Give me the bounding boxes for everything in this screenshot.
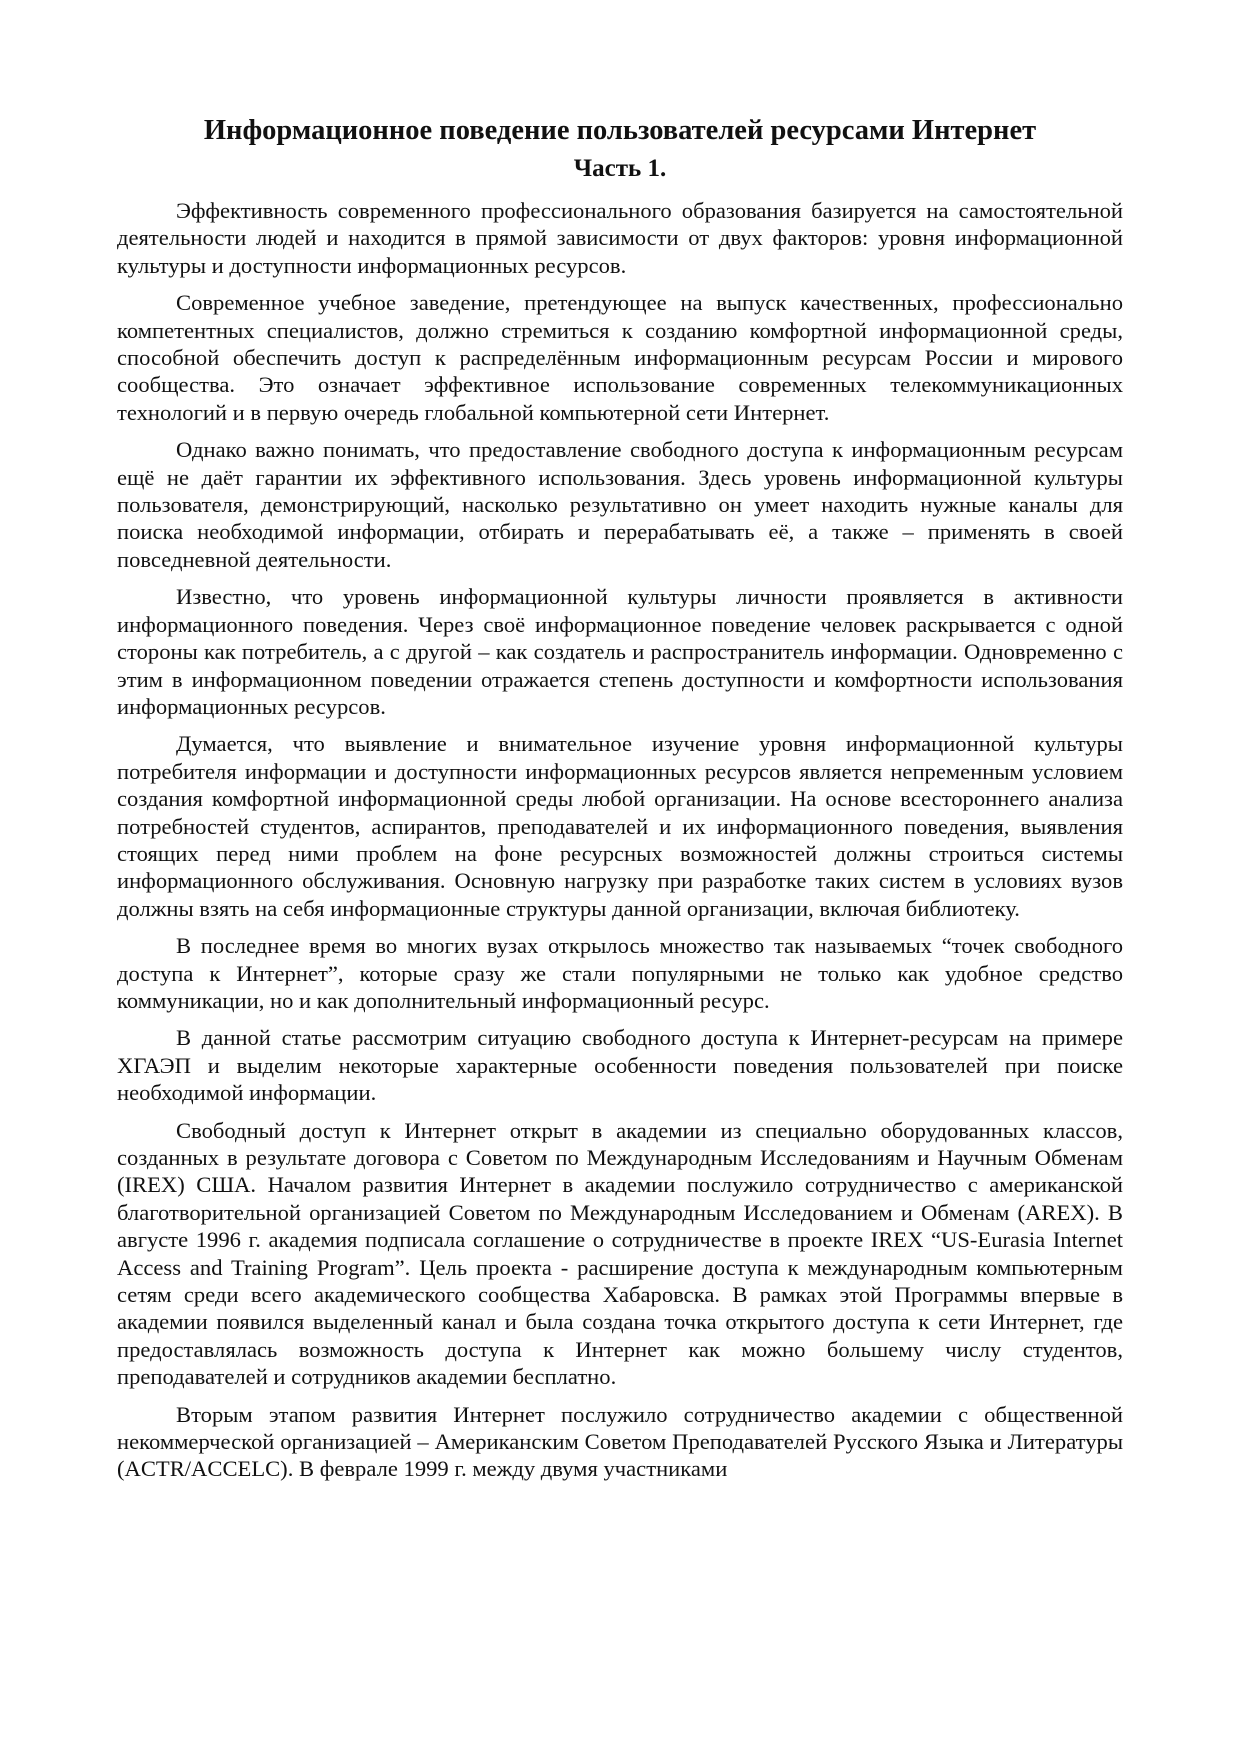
- paragraph: Современное учебное заведение, претендующее на выпуск качественных, профессионально компетентных специалистов, должно стремиться к созданию комфортной информационной среды, способной обеспечить доступ к распределённым информационным ресурсам России и мирового сообщества. Это означает эффективное использование современных телекоммуникационных технологий и в первую очередь глобальной компьютерной сети Интернет.: [117, 290, 1123, 425]
- paragraph: В данной статье рассмотрим ситуацию свободного доступа к Интернет-ресурсам на примере ХГАЭП и выделим некоторые характерные особенности поведения пользователей при поиске необходимой информации.: [117, 1025, 1123, 1106]
- paragraph: Однако важно понимать, что предоставление свободного доступа к информационным ресурсам ещё не даёт гарантии их эффективного использования. Здесь уровень информационной культуры пользователя, демонстрирующий, насколько результативно он умеет находить нужные каналы для поиска необходимой информации, отбирать и перерабатывать её, а также – применять в своей повседневной деятельности.: [117, 437, 1123, 572]
- paragraph: Вторым этапом развития Интернет послужило сотрудничество академии с общественной некоммерческой организацией – Американским Советом Преподавателей Русского Языка и Литературы (ACTR/ACCELC). В феврале 1999 г. между двумя участниками: [117, 1401, 1123, 1482]
- document-title: Информационное поведение пользователей ресурсами Интернет: [203, 115, 1037, 146]
- document-body: [117, 197, 1123, 1483]
- paragraph: Свободный доступ к Интернет открыт в академии из специально оборудованных классов, созданных в результате договора с Советом по Международным Исследованиям и Научным Обменам (IREX) США. Началом развития Интернет в академии послужило сотрудничество с американской благотворительной организацией Советом по Международным Исследованием и Обменам (AREX). В августе 1996 г. академия подписала соглашение о сотрудничестве в проекте IREX “US-Eurasia Internet Access and Training Program”. Цель проекта - расширение доступа к международным компьютерным сетям среди всего академического сообщества Хабаровска. В рамках этой Программы впервые в академии появился выделенный канал и была создана точка открытого доступа к сети Интернет, где предоставлялась возможность доступа к Интернет как можно большему числу студентов, преподавателей и сотрудников академии бесплатно.: [117, 1117, 1123, 1390]
- paragraph: Думается, что выявление и внимательное изучение уровня информационной культуры потребителя информации и доступности информационных ресурсов является непременным условием создания комфортной информационной среды любой организации. На основе всестороннего анализа потребностей студентов, аспирантов, преподавателей и их информационного поведения, выявления стоящих перед ними проблем на фоне ресурсных возможностей должны строиться системы информационного обслуживания. Основную нагрузку при разработке таких систем в условиях вузов должны взять на себя информационные структуры данной организации, включая библиотеку.: [117, 731, 1123, 921]
- document-subtitle: Часть 1.: [573, 155, 667, 182]
- paragraph: Известно, что уровень информационной культуры личности проявляется в активности информационного поведения. Через своё информационное поведение человек раскрывается с одной стороны как потребитель, а с другой – как создатель и распространитель информации. Одновременно с этим в информационном поведении отражается степень доступности и комфортности использования информационных ресурсов.: [117, 584, 1123, 719]
- document-page: [117, 113, 1123, 1483]
- paragraph: В последнее время во многих вузах открылось множество так называемых “точек свободного доступа к Интернет”, которые сразу же стали популярными не только как удобное средство коммуникации, но и как дополнительный информационный ресурс.: [117, 933, 1123, 1013]
- paragraph: Эффективность современного профессионального образования базируется на самостоятельной деятельности людей и находится в прямой зависимости от двух факторов: уровня информационной культуры и доступности информационных ресурсов.: [117, 198, 1123, 278]
